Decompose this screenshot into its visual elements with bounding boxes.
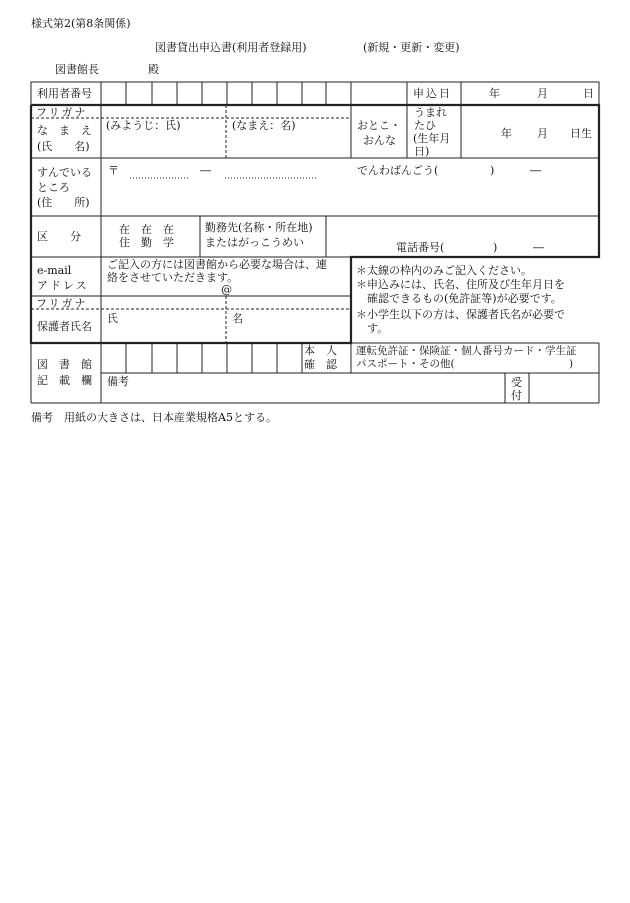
birth-day-unit: 日生 [570,127,592,140]
email-label-1: e-mail [37,264,72,277]
identity-check-label-2: 確 認 [304,358,337,371]
identity-check-label-1: 本 人 [304,344,337,357]
home-phone-close: ) [490,164,495,177]
gender-selector[interactable] [351,105,407,158]
application-date-label: 申込日 [413,87,452,100]
birthdate-label-2: たひ [414,119,436,132]
guardian-furigana-label: フリガナ [36,297,88,310]
library-number-boxes[interactable] [101,343,302,373]
id-documents-field[interactable] [351,343,599,373]
form-number: 様式第2(第8条関係) [31,17,131,30]
address-field[interactable] [101,158,599,216]
postal-dash: ― [200,164,211,177]
name-furigana-label: フリガナ [36,106,88,119]
address-label-1: すんでいる [37,166,92,179]
birth-year-unit: 年 [501,127,512,140]
application-date-field[interactable] [461,82,599,105]
note-id-required-1: ＊申込みには、氏名、住所及び生年月日を [356,278,565,291]
name-label: な ま え [37,124,92,137]
form-title: 図書貸出申込書(利用者登録用) [155,41,307,54]
name-label-kanji: (氏 名) [37,140,90,153]
date-day-unit: 日 [583,87,594,100]
employer-label-2: またはがっこうめい [205,236,304,249]
work-phone-close: ) [493,241,498,254]
received-label-1: 受 [511,376,522,389]
received-label-2: 付 [511,389,522,402]
category-options-top: 在 在 在 [119,223,174,236]
given-name-hint: (なまえ：名) [232,119,296,132]
email-notice-1: ご記入の方には図書館から必要な場合は、連 [107,258,327,271]
employer-label-1: 勤務先(名称・所在地) [205,221,313,234]
id-documents-list-2: パスポート・その他( [356,358,455,370]
category-selector[interactable] [101,216,200,257]
guardian-given-name-field[interactable] [226,309,351,343]
library-remarks-field[interactable] [101,373,505,403]
birthdate-label-4: 日) [414,145,430,158]
given-name-field[interactable] [226,118,351,158]
note-guardian-required-2: す。 [367,322,389,335]
postal-mark: 〒 [108,164,119,177]
address-label-3: (住 所) [37,196,90,209]
guardian-name-label: 保護者氏名 [37,320,92,333]
family-name-field[interactable] [101,118,226,158]
email-field[interactable] [101,257,351,296]
library-section-label-2: 記 載 欄 [37,374,92,387]
received-stamp-field[interactable] [529,373,599,403]
honorific: 殿 [148,63,159,76]
home-phone-label: でんわばんごう( [357,164,439,177]
addressee: 図書館長 [55,63,99,76]
work-phone-dash: ― [533,241,544,254]
gender-option-male: おとこ・ [357,119,401,132]
date-year-unit: 年 [489,87,500,100]
birthdate-label-1: うまれ [414,106,447,119]
user-number-boxes[interactable] [101,82,351,105]
address-label-2: ところ [37,181,70,194]
library-section-label-1: 図 書 館 [37,358,92,371]
date-month-unit: 月 [537,87,548,100]
user-number-label: 利用者番号 [37,87,92,100]
guardian-family-name-field[interactable] [101,309,226,343]
note-thick-frame: ＊太線の枠内のみご記入ください。 [356,264,532,277]
birthdate-label-3: (生年月 [413,132,451,145]
note-guardian-required-1: ＊小学生以下の方は、保護者氏名が必要で [356,308,565,321]
id-documents-close: ) [569,358,574,370]
footer-note: 備考 用紙の大きさは、日本産業規格A5とする。 [31,411,277,424]
work-phone-label: 電話番号( [396,241,445,254]
email-notice-2: 絡をさせていただきます。 [107,271,239,284]
guardian-given-label: 名 [232,312,243,325]
category-options-bottom: 住 勤 学 [119,236,174,249]
gender-option-female: おんな [363,134,396,147]
family-name-hint: (みようじ：氏) [106,119,181,132]
birthdate-field[interactable] [461,105,599,158]
guardian-family-label: 氏 [107,312,118,325]
library-remarks-label: 備考 [107,375,129,388]
id-documents-list-1: 運転免許証・保険証・個人番号カード・学生証 [356,345,577,357]
home-phone-dash: ― [530,164,541,177]
email-label-2: アドレス [37,279,89,292]
name-furigana-field[interactable] [101,105,351,118]
application-type-options[interactable]: (新規・更新・変更) [363,41,460,54]
employer-field[interactable] [326,216,599,257]
note-id-required-2: 確認できるもの(免許証等)が必要です。 [367,292,562,305]
guardian-furigana-field[interactable] [101,296,351,309]
birth-month-unit: 月 [537,127,548,140]
category-label: 区 分 [37,230,81,243]
email-at-mark: @ [221,283,232,296]
